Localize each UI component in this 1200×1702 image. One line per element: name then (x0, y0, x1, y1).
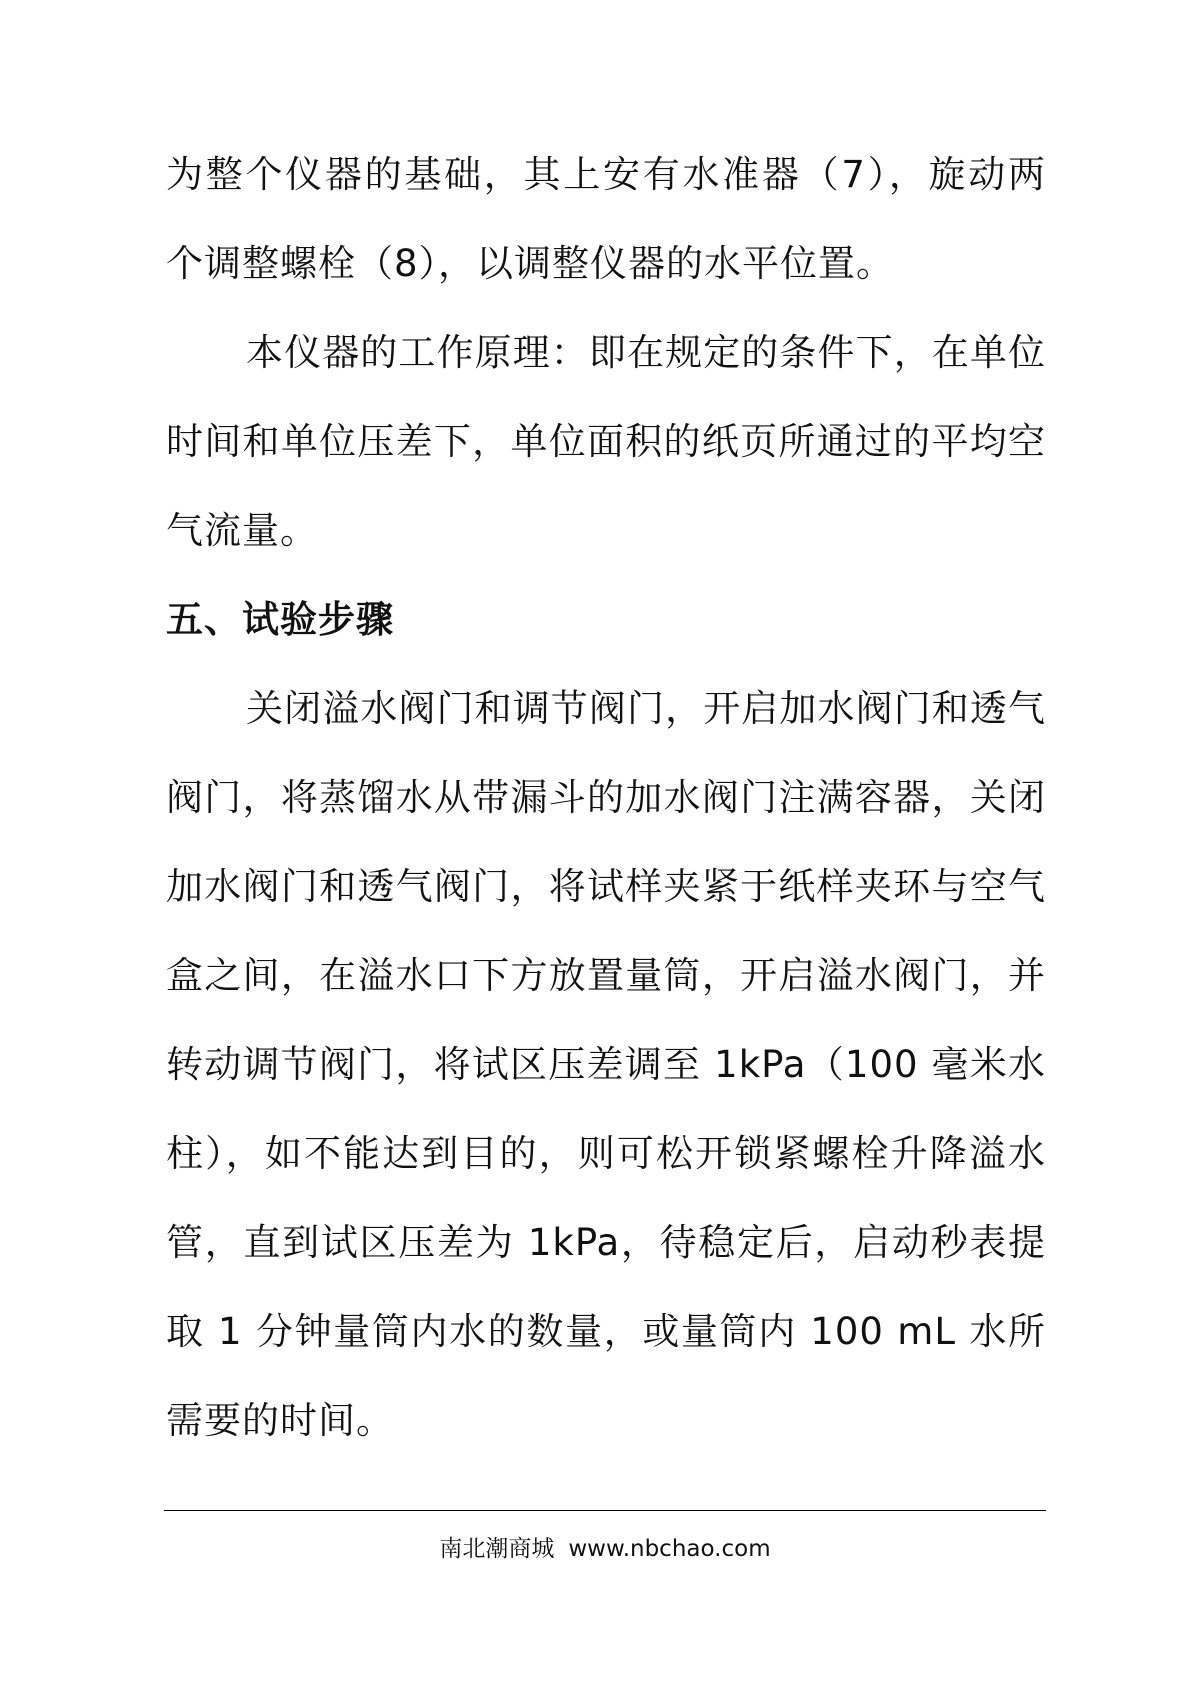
footer-site-name: 南北潮商城 (439, 1536, 555, 1562)
paragraph-leveling-description: 为整个仪器的基础，其上安有水准器（7），旋动两个调整螺栓（8），以调整仪器的水平位置。 (166, 153, 1046, 285)
paragraph-test-procedure: 关闭溢水阀门和调节阀门，开启加水阀门和透气阀门，将蒸馏水从带漏斗的加水阀门注满容器，关闭加水阀门和透气阀门，将试样夹紧于纸样夹环与空气盒之间，在溢水口下方放置量筒，开启溢水阀门，并转动调节阀门，将试区压差调至 1kPa（100 毫米水柱），如不能达到目的，则可松开锁紧螺栓升降溢水管，直到试区压差为 1kPa，待稳定后，启动秒表提取 1 分钟量筒内水的数量，或量筒内 100 mL 水所需要的时间。 (166, 687, 1046, 1442)
footer-divider (164, 1510, 1046, 1511)
section-heading-test-steps: 五、试验步骤 (166, 598, 394, 641)
footer-site-url: www.nbchao.com (568, 1536, 771, 1562)
paragraph-working-principle: 本仪器的工作原理：即在规定的条件下，在单位时间和单位压差下，单位面积的纸页所通过的平均空气流量。 (166, 331, 1046, 552)
page-footer (164, 1533, 1046, 1565)
body-text (166, 130, 1046, 1465)
